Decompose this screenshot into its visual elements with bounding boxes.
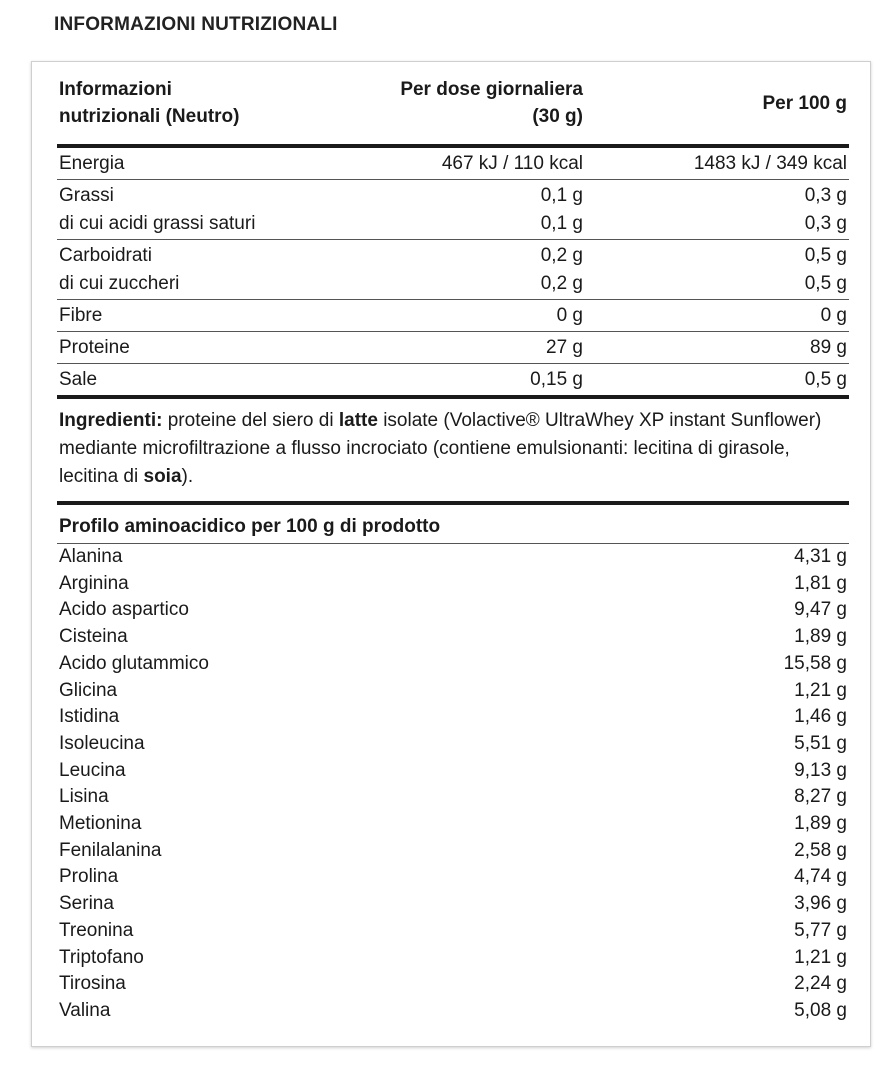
amino-row [57, 704, 849, 731]
header-col3: Per 100 g [762, 92, 847, 114]
group-protein [57, 332, 849, 364]
amino-name: Cisteina [59, 626, 128, 648]
amino-value: 9,47 g [794, 599, 847, 621]
ingredients-label: Ingredienti: [59, 410, 163, 431]
amino-name: Acido glutammico [59, 652, 209, 674]
amino-row [57, 918, 849, 945]
row-per100-value: 0,5 g [804, 273, 847, 294]
header-col2-line2: (30 g) [532, 106, 583, 127]
amino-value: 5,77 g [794, 919, 847, 941]
nutrition-panel [31, 61, 871, 1047]
amino-name: Lisina [59, 786, 109, 808]
row-per100-value: 0,5 g [804, 369, 847, 390]
amino-value: 3,96 g [794, 893, 847, 915]
amino-row [57, 758, 849, 785]
row-per100-value: 0 g [820, 305, 847, 326]
amino-row [57, 891, 849, 918]
row-per100-value: 1483 kJ / 349 kcal [693, 153, 847, 174]
row-label: Grassi [59, 185, 114, 206]
ingredients-part-3: ). [181, 466, 194, 487]
amino-value: 1,81 g [794, 572, 847, 594]
group-energy [57, 146, 849, 180]
amino-profile-title: Profilo aminoacidico per 100 g di prodotto [57, 505, 849, 544]
table-row [57, 210, 849, 240]
amino-row [57, 544, 849, 571]
row-dose-value: 0,2 g [540, 273, 583, 294]
amino-name: Alanina [59, 546, 123, 567]
section-title: INFORMAZIONI NUTRIZIONALI [54, 14, 338, 35]
row-per100-value: 0,5 g [804, 245, 847, 266]
row-label: Energia [59, 153, 125, 174]
amino-value: 4,74 g [794, 866, 847, 888]
row-label: Proteine [59, 337, 130, 358]
amino-value: 1,89 g [794, 626, 847, 648]
row-label: di cui zuccheri [59, 273, 180, 294]
row-dose-value: 0,2 g [540, 245, 583, 266]
amino-name: Fenilalanina [59, 839, 162, 861]
amino-value: 4,31 g [794, 546, 847, 567]
amino-value: 9,13 g [794, 759, 847, 781]
amino-row [57, 998, 849, 1025]
amino-name: Serina [59, 893, 114, 915]
amino-profile-list [57, 544, 849, 1025]
nutrition-content [57, 62, 849, 1025]
amino-name: Acido aspartico [59, 599, 189, 621]
amino-name: Istidina [59, 706, 120, 728]
amino-name: Treonina [59, 919, 134, 941]
amino-value: 1,89 g [794, 813, 847, 835]
amino-name: Metionina [59, 813, 142, 835]
row-dose-value: 0,1 g [540, 185, 583, 206]
row-label: Sale [59, 369, 98, 390]
amino-value: 5,51 g [794, 732, 847, 754]
row-dose-value: 27 g [546, 337, 583, 358]
amino-name: Triptofano [59, 946, 144, 968]
amino-name: Leucina [59, 759, 126, 781]
amino-row [57, 784, 849, 811]
row-label: Carboidrati [59, 245, 152, 266]
amino-value: 2,24 g [794, 973, 847, 995]
group-salt [57, 364, 849, 398]
group-fibre [57, 300, 849, 332]
amino-row [57, 571, 849, 598]
nutrition-table-header [57, 62, 849, 146]
row-dose-value: 467 kJ / 110 kcal [441, 153, 583, 174]
group-fats [57, 180, 849, 240]
table-row [57, 364, 849, 398]
amino-name: Glicina [59, 679, 118, 701]
amino-row [57, 811, 849, 838]
row-label: Fibre [59, 305, 103, 326]
amino-row [57, 864, 849, 891]
amino-row [57, 945, 849, 972]
nutrition-table [57, 62, 849, 399]
amino-name: Valina [59, 999, 111, 1021]
header-col2-line1: Per dose giornaliera [400, 79, 583, 100]
group-carbs [57, 240, 849, 300]
amino-row [57, 678, 849, 705]
amino-value: 15,58 g [783, 652, 847, 674]
table-row [57, 332, 849, 364]
amino-name: Arginina [59, 572, 129, 594]
row-per100-value: 0,3 g [804, 185, 847, 206]
amino-row [57, 838, 849, 865]
amino-row [57, 597, 849, 624]
row-per100-value: 0,3 g [804, 213, 847, 234]
row-dose-value: 0,1 g [540, 213, 583, 234]
amino-row [57, 731, 849, 758]
amino-value: 1,21 g [794, 679, 847, 701]
row-dose-value: 0 g [556, 305, 583, 326]
amino-row [57, 651, 849, 678]
table-row [57, 180, 849, 211]
amino-name: Prolina [59, 866, 119, 888]
header-per-100g [583, 62, 849, 146]
ingredients-part-1: proteine del siero di [162, 410, 339, 431]
allergen-soy: soia [143, 466, 182, 487]
amino-value: 1,46 g [794, 706, 847, 728]
table-row [57, 300, 849, 332]
row-dose-value: 0,15 g [530, 369, 583, 390]
table-row [57, 146, 849, 180]
row-per100-value: 89 g [810, 337, 847, 358]
ingredients-text [57, 399, 849, 505]
amino-row [57, 624, 849, 651]
amino-value: 1,21 g [794, 946, 847, 968]
allergen-milk: latte [338, 410, 378, 431]
amino-value: 2,58 g [794, 839, 847, 861]
amino-value: 5,08 g [794, 999, 847, 1021]
header-per-dose [343, 62, 583, 146]
amino-row [57, 971, 849, 998]
table-row [57, 240, 849, 271]
table-row [57, 270, 849, 300]
header-col1-line2: nutrizionali (Neutro) [59, 106, 240, 127]
ingredients-part-2: isolate (Volactive® UltraWhey XP instant Sunflower) mediante microfiltrazione a flusso incrociato (contiene emulsionanti: lecitina di girasole, lecitina di [59, 410, 822, 487]
header-col1-line1: Informazioni [59, 79, 172, 100]
amino-value: 8,27 g [794, 786, 847, 808]
header-nutrition-info [57, 62, 343, 146]
row-label: di cui acidi grassi saturi [59, 213, 256, 234]
amino-name: Tirosina [59, 973, 126, 995]
amino-name: Isoleucina [59, 732, 145, 754]
